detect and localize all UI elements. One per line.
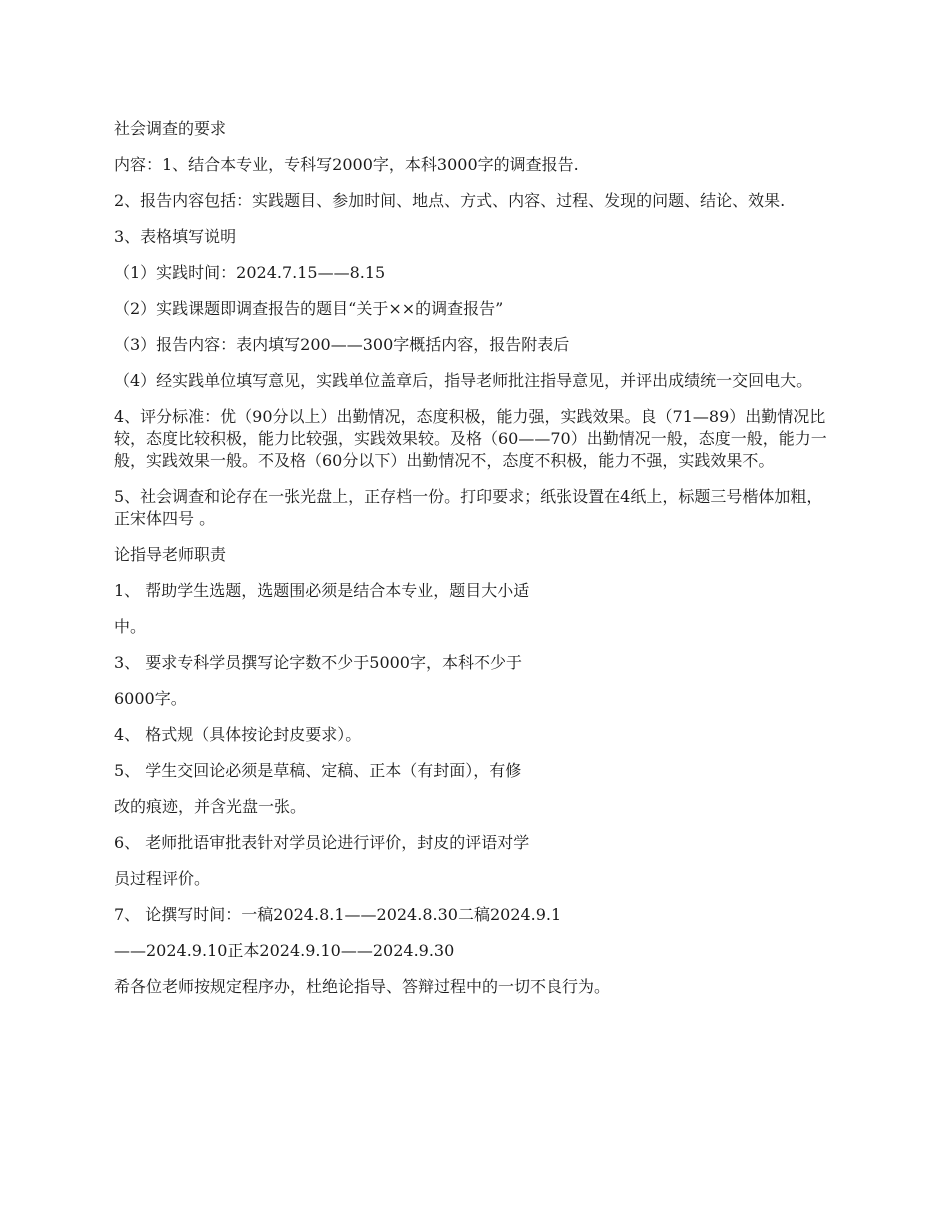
- duty-6-line-1: 6、 老师批语审批表针对学员论进行评价，封皮的评语对学: [114, 833, 530, 852]
- duty-3-line-2: 6000字。: [114, 689, 187, 708]
- duty-7-line-1: 7、 论撰写时间：一稿2024.8.1——2024.8.30二稿2024.9.1: [114, 905, 562, 924]
- closing-paragraph: 希各位老师按规定程序办，杜绝论指导、答辩过程中的一切不良行为。: [114, 977, 611, 996]
- paragraph-storage-printing: 5、社会调查和论存在一张光盘上，正存档一份。打印要求；纸张设置在4纸上，标题三号楷体加粗，正宋体四号 。: [114, 487, 823, 528]
- paragraph-practice-topic: （2）实践课题即调查报告的题目“关于××的调查报告”: [114, 299, 504, 318]
- paragraph-form-instructions: 3、表格填写说明: [114, 227, 237, 246]
- paragraph-grading-standard: 4、评分标准：优（90分以上）出勤情况，态度积极，能力强，实践效果。良（71—89）出勤情况比较，态度比较积极，能力比较强，实践效果较。及格（60——70）出勤情况一般，态度一般，能力一般，实践效果一般。不及格（60分以下）出勤情况不，态度不积极，能力不强，实践效果不。: [114, 407, 827, 470]
- paragraph-report-summary: （3）报告内容：表内填写200——300字概括内容，报告附表后: [114, 335, 570, 354]
- paragraph-unit-opinion: （4）经实践单位填写意见，实践单位盖章后，指导老师批注指导意见，并评出成绩统一交回电大。: [114, 371, 813, 390]
- section-title-survey-requirements: 社会调查的要求: [114, 119, 227, 138]
- duty-1-line-2: 中。: [114, 617, 147, 636]
- duty-4: 4、 格式规（具体按论封皮要求）。: [114, 725, 362, 744]
- duty-5-line-1: 5、 学生交回论必须是草稿、定稿、正本（有封面），有修: [114, 761, 522, 780]
- duty-1-line-1: 1、 帮助学生选题，选题围必须是结合本专业，题目大小适: [114, 581, 530, 600]
- duty-3-line-1: 3、 要求专科学员撰写论字数不少于5000字，本科不少于: [114, 653, 522, 672]
- paragraph-content-requirement: 内容：1、结合本专业，专科写2000字，本科3000字的调查报告.: [114, 155, 579, 174]
- document-page: [114, 118, 836, 1012]
- paragraph-report-contents: 2、报告内容包括：实践题目、参加时间、地点、方式、内容、过程、发现的问题、结论、效果.: [114, 191, 786, 210]
- paragraph-practice-time: （1）实践时间：2024.7.15——8.15: [114, 263, 386, 282]
- duty-6-line-2: 员过程评价。: [114, 869, 211, 888]
- duty-7-line-2: ——2024.9.10正本2024.9.10——2024.9.30: [114, 941, 455, 960]
- section-title-advisor-duties: 论指导老师职责: [114, 545, 227, 564]
- duty-5-line-2: 改的痕迹，并含光盘一张。: [114, 797, 307, 816]
